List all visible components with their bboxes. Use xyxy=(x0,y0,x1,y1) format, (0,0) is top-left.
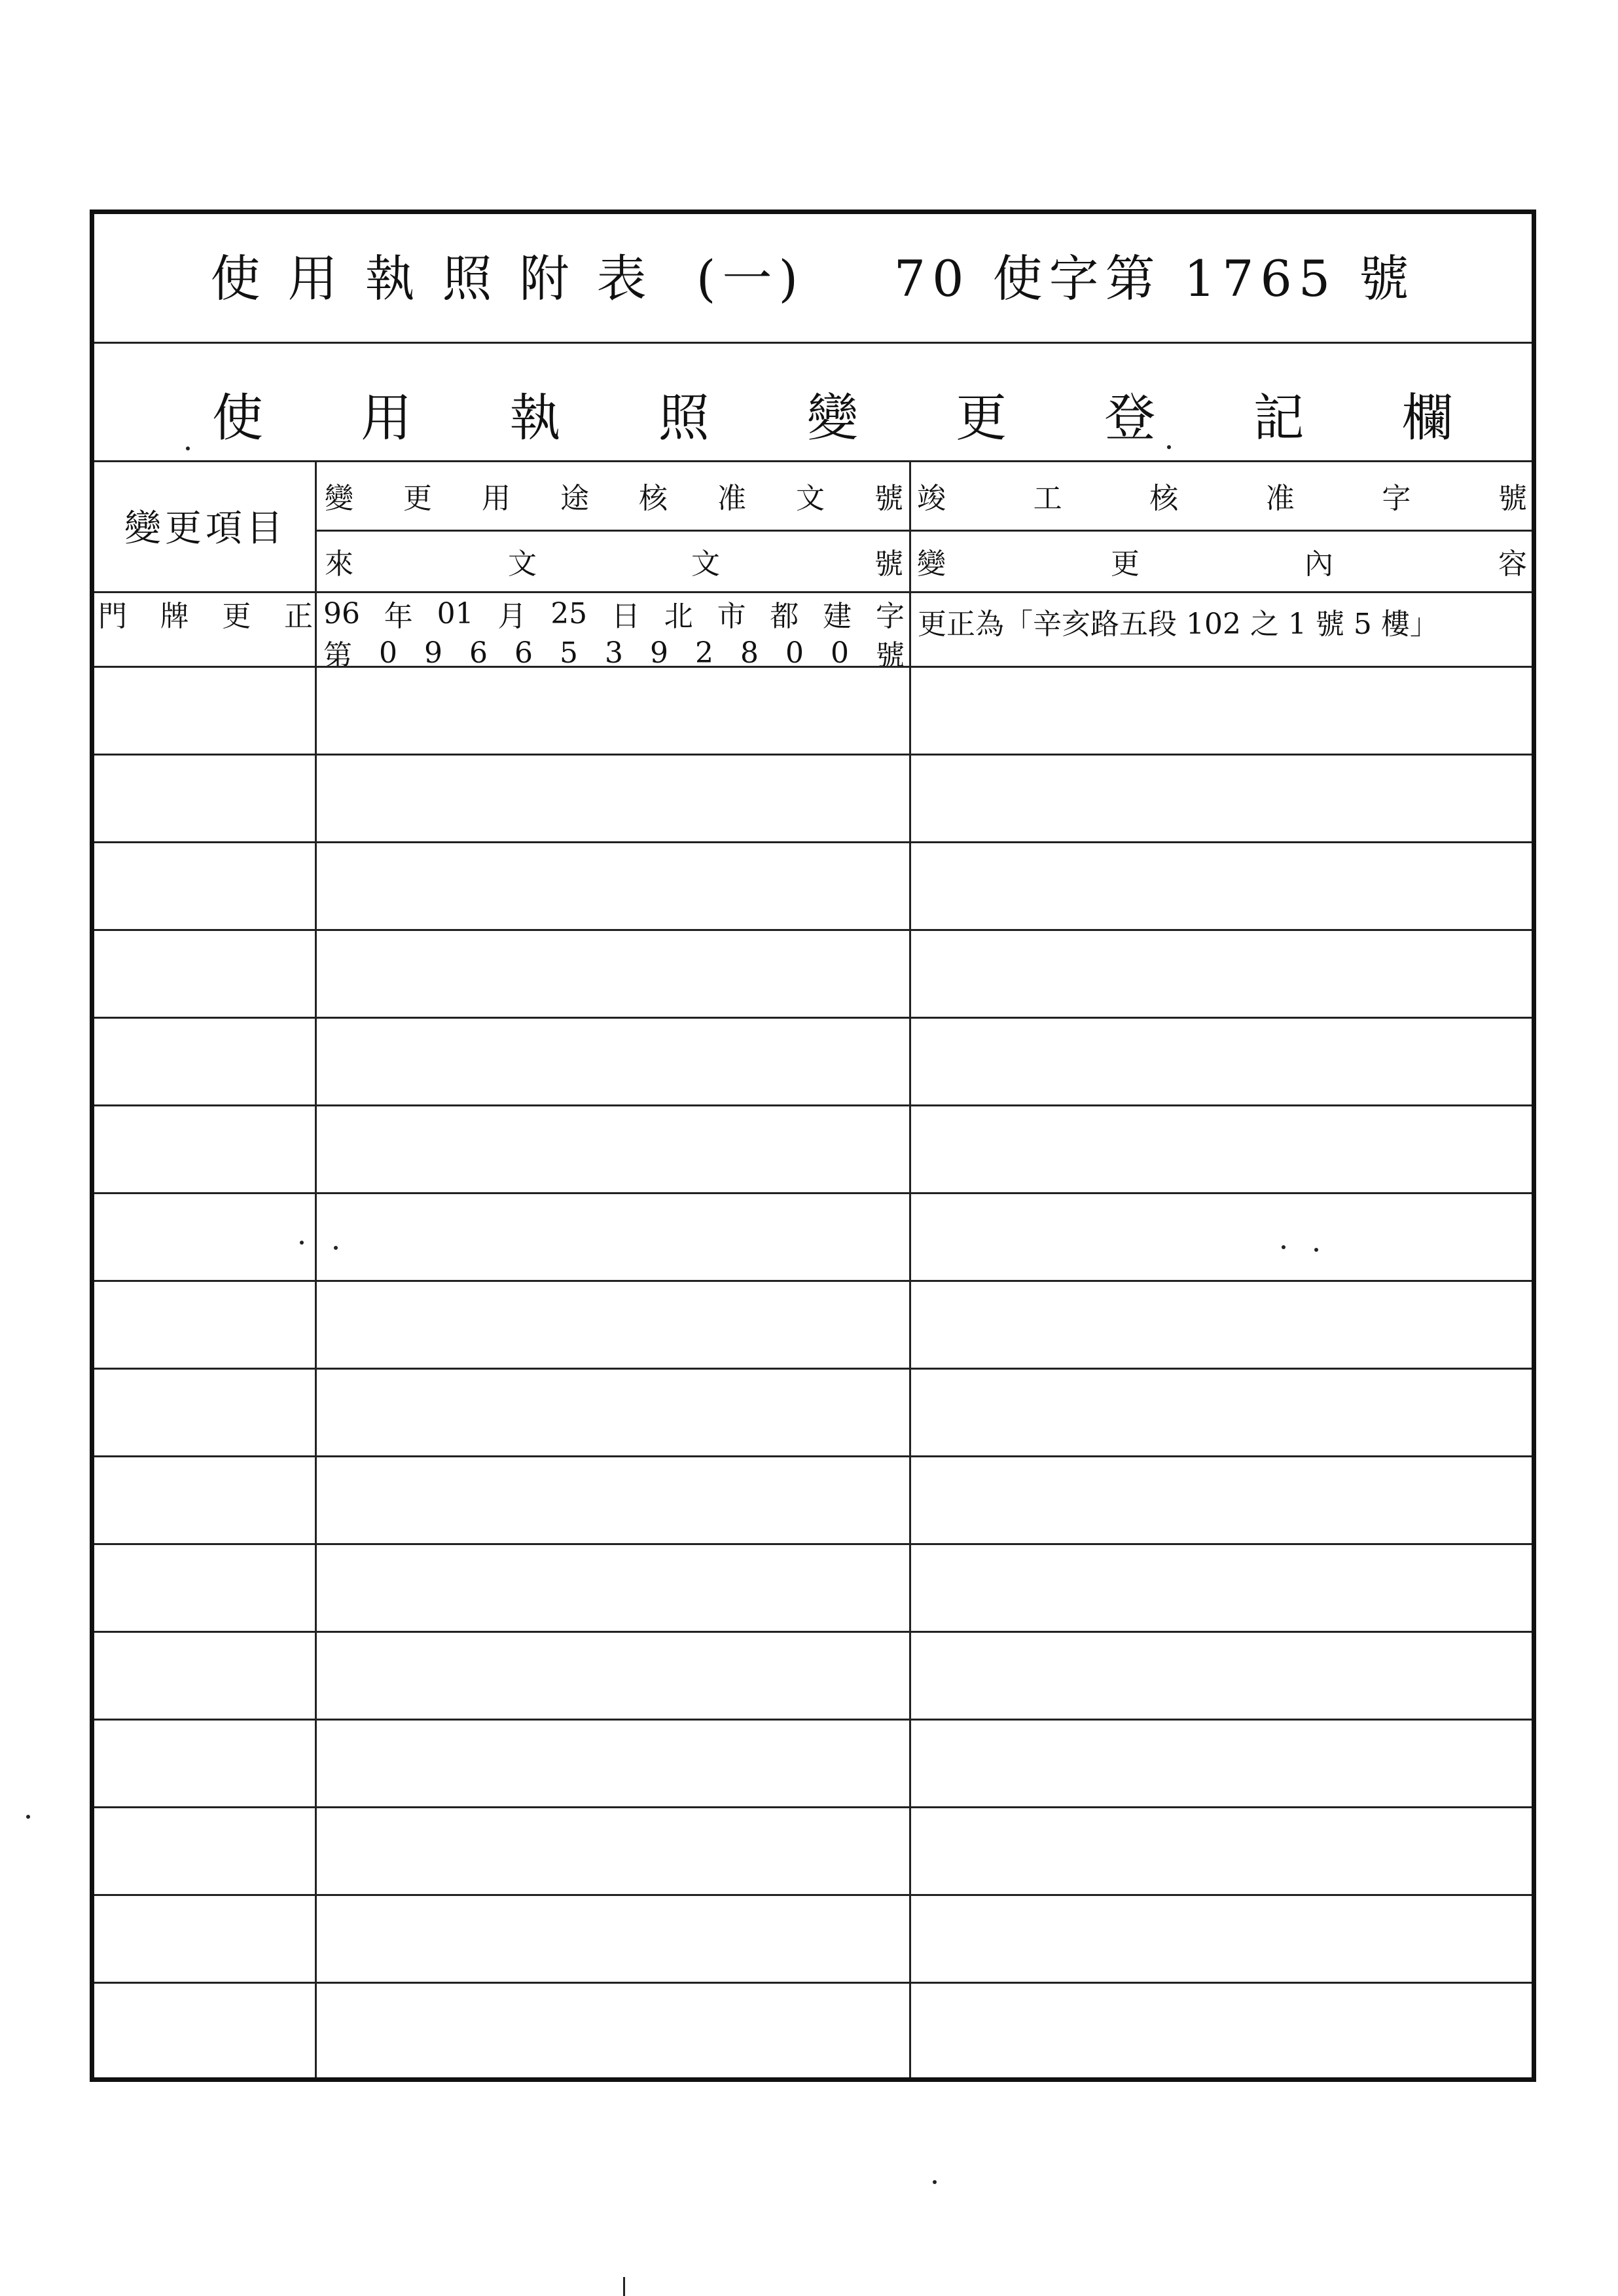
row-rule xyxy=(94,1982,1532,1984)
scan-speck xyxy=(300,1241,304,1245)
column-divider xyxy=(315,460,317,2077)
header-char: 變 xyxy=(917,547,946,581)
row-char: 牌 xyxy=(160,600,189,633)
row-rule xyxy=(94,666,1532,668)
title-char: 照 xyxy=(442,249,520,308)
title-char: 用 xyxy=(287,249,365,308)
row-char: 月 xyxy=(497,600,527,633)
header-char: 號 xyxy=(874,482,903,515)
subtitle-char: 登 xyxy=(1104,389,1156,448)
header-char: 文 xyxy=(691,547,720,581)
divider xyxy=(94,342,1532,344)
header-char: 工 xyxy=(1033,482,1062,515)
column-divider xyxy=(909,460,911,2077)
row-char: 9 xyxy=(650,636,668,670)
row-rule xyxy=(94,1455,1532,1457)
header-char: 來 xyxy=(325,547,353,581)
change-content-header xyxy=(912,532,1532,590)
row-1-item xyxy=(94,594,317,633)
subtitle-char: 執 xyxy=(509,389,561,448)
scan-speck xyxy=(1282,1245,1285,1249)
approval-doc-header xyxy=(319,463,908,528)
header-char: 核 xyxy=(1149,482,1179,515)
row-1-approval-doc xyxy=(319,594,908,672)
row-char: 8 xyxy=(740,636,759,670)
row-rule xyxy=(94,1719,1532,1721)
row-char: 字 xyxy=(875,600,905,633)
row-rule xyxy=(94,1806,1532,1808)
row-char: 0 xyxy=(379,636,397,670)
scan-speck xyxy=(1314,1248,1318,1252)
header-char: 核 xyxy=(639,482,668,515)
row-rule xyxy=(94,1631,1532,1633)
title-paren: (一) xyxy=(696,249,805,308)
section-subtitle xyxy=(212,371,1453,456)
title-char: 表 xyxy=(596,249,674,308)
scan-speck xyxy=(1167,445,1171,449)
header-char: 號 xyxy=(874,547,903,581)
row-char: 第 xyxy=(323,639,352,672)
row-rule xyxy=(94,1104,1532,1106)
row-char: 0 xyxy=(831,636,849,670)
row-char: 0 xyxy=(785,636,804,670)
row-char: 6 xyxy=(514,636,533,670)
row-rule xyxy=(94,1017,1532,1019)
title-prefix xyxy=(211,249,674,308)
header-char: 文 xyxy=(796,482,825,515)
header-char: 內 xyxy=(1304,547,1333,581)
title-permit-number: 70 使字第 1765 號 xyxy=(893,249,1416,308)
row-char: 門 xyxy=(98,600,127,633)
scan-speck xyxy=(933,2180,937,2184)
row-char: 年 xyxy=(384,600,413,633)
row-char: 3 xyxy=(605,636,623,670)
row-char: 都 xyxy=(770,600,799,633)
row-char: 25 xyxy=(550,596,588,630)
row-rule xyxy=(94,1543,1532,1545)
row-char: 號 xyxy=(876,639,905,672)
completion-approval-header xyxy=(912,463,1532,528)
scan-speck xyxy=(186,446,190,450)
header-char: 更 xyxy=(403,482,432,515)
header-char: 准 xyxy=(717,482,746,515)
subtitle-char: 使 xyxy=(212,389,264,448)
form-title xyxy=(94,239,1532,318)
scan-mark xyxy=(623,2277,625,2296)
row-1-change-content: 更正為「辛亥路五段 102 之 1 號 5 樓」 xyxy=(918,608,1439,641)
title-char: 附 xyxy=(519,249,597,308)
header-char: 更 xyxy=(1111,547,1140,581)
header-char: 變 xyxy=(325,482,353,515)
row-char: 5 xyxy=(560,636,578,670)
row-char: 01 xyxy=(437,596,474,630)
row-rule xyxy=(94,1192,1532,1194)
row-rule xyxy=(94,1368,1532,1370)
row-rule xyxy=(94,1894,1532,1896)
row-char: 6 xyxy=(469,636,488,670)
header-char: 准 xyxy=(1265,482,1295,515)
scan-speck xyxy=(334,1246,338,1250)
subtitle-char: 更 xyxy=(956,389,1007,448)
title-char: 使 xyxy=(210,249,288,308)
subtitle-char: 欄 xyxy=(1401,389,1453,448)
header-char: 容 xyxy=(1498,547,1527,581)
header-char: 文 xyxy=(508,547,537,581)
row-rule xyxy=(94,929,1532,931)
row-rule xyxy=(94,1280,1532,1282)
subtitle-char: 照 xyxy=(658,389,710,448)
incoming-doc-header xyxy=(319,532,908,590)
row-char: 96 xyxy=(323,596,360,630)
row-rule xyxy=(94,841,1532,843)
row-char: 日 xyxy=(611,600,640,633)
scan-speck xyxy=(26,1815,30,1819)
divider xyxy=(317,530,1532,532)
row-char: 建 xyxy=(823,600,852,633)
row-char: 9 xyxy=(424,636,442,670)
subtitle-char: 用 xyxy=(361,389,412,448)
header-char: 途 xyxy=(560,482,589,515)
header-char: 號 xyxy=(1498,482,1527,515)
row-char: 正 xyxy=(283,600,313,633)
row-char: 北 xyxy=(664,600,693,633)
row-rule xyxy=(94,754,1532,756)
change-item-header: 變更項目 xyxy=(124,507,287,550)
row-char: 2 xyxy=(695,636,713,670)
header-char: 字 xyxy=(1382,482,1411,515)
usage-permit-change-form xyxy=(90,210,1536,2082)
row-char: 更 xyxy=(222,600,251,633)
header-char: 竣 xyxy=(917,482,946,515)
title-char: 執 xyxy=(365,249,442,308)
row-char: 市 xyxy=(717,600,746,633)
subtitle-char: 變 xyxy=(806,389,858,448)
subtitle-char: 記 xyxy=(1253,389,1304,448)
header-char: 用 xyxy=(482,482,511,515)
